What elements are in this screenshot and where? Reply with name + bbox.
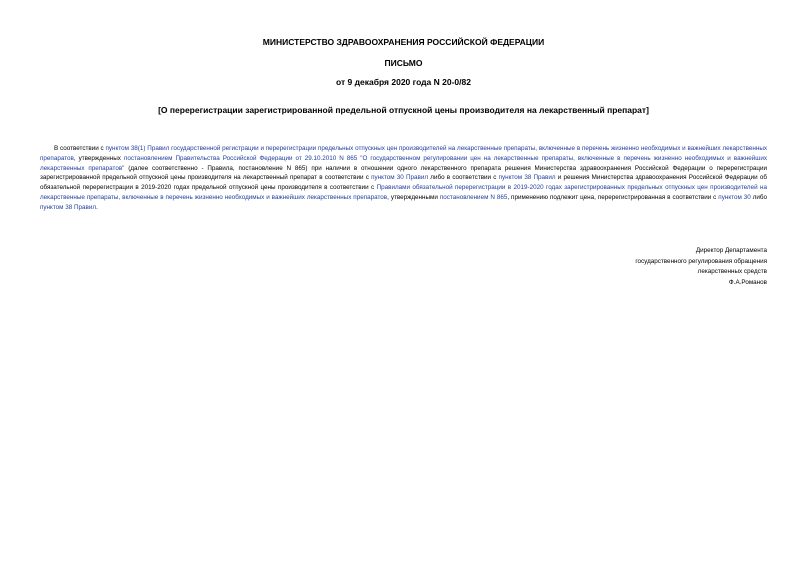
link-government-decree-865[interactable]: постановлением Правительства Российской Федерации от 29.10.2010 N 865 "О государственном регулировании цен на лекарственные препараты, включенные в перечень жизненно необходимых и важнейших лекарственных препаратов" [40, 154, 767, 172]
signature-position-line2: государственного регулирования обращения [635, 257, 767, 265]
body-text-segment: либо в соответствии с [428, 174, 499, 182]
link-clause-38-rules[interactable]: пунктом 38 Правил [40, 203, 97, 211]
document-subject: [О перерегистрации зарегистрированной предельной отпускной цены производителя на лекарственный препарат] [158, 105, 649, 115]
link-rules-clause-38-1[interactable]: пунктом 38(1) Правил государственной регистрации и перерегистрации предельных отпускных цен производителей на лекарственные препараты, включенные в перечень жизненно необходимых и важнейших лекарственных препаратов [40, 145, 767, 162]
signature-position-line3: лекарственных средств [697, 268, 767, 275]
body-text-segment: В соответствии с [54, 145, 106, 152]
body-text-segment: , утвержденными [387, 193, 440, 201]
document-type: ПИСЬМО [384, 58, 423, 68]
body-paragraph [40, 144, 767, 213]
link-mandatory-reregistration-rules[interactable]: Правилами обязательной перерегистрации в 2019-2020 годах зарегистрированных предельных отпускных цен производителей на лекарственные препараты, включенные в перечень жизненно необходимых и важнейших лекарственных препаратов [40, 184, 767, 201]
link-rules-clause-38[interactable]: пунктом 38 Правил [498, 174, 556, 182]
signature-block [635, 246, 767, 288]
document-date-number: от 9 декабря 2020 года N 20-0/82 [336, 77, 471, 87]
link-clause-30[interactable]: пунктом 30 [718, 193, 751, 201]
link-rules-clause-30[interactable]: пунктом 30 Правил [371, 174, 429, 182]
body-text-segment: , утвержденных [73, 154, 124, 162]
body-text-segment: , применению подлежит цена, перерегистрированная в соответствии с [507, 193, 719, 201]
body-text-segment: и решения Министерства здравоохранения Российской Федерации об обязательной перерегистрации в 2019-2020 годах предельной отпускной цены производителя в соответствии с [40, 174, 768, 192]
body-text-segment: . [96, 203, 98, 211]
signature-name: Ф.А.Романов [728, 278, 767, 286]
body-text-segment: либо [750, 193, 767, 201]
body-text-segment: (далее соответственно - Правила, постановление N 865) при наличии в отношении одного лекарственного препарата решения Министерства здравоохранения Российской Федерации о перерегистрации зарегистрированной предельной отпускной цены производителя на лекарственный препарат в соответствии с [40, 164, 767, 182]
link-decree-865[interactable]: постановлением N 865 [439, 193, 508, 201]
signature-position-line1: Директор Департамента [695, 247, 767, 254]
ministry-title: МИНИСТЕРСТВО ЗДРАВООХРАНЕНИЯ РОССИЙСКОЙ ФЕДЕРАЦИИ [262, 37, 545, 47]
